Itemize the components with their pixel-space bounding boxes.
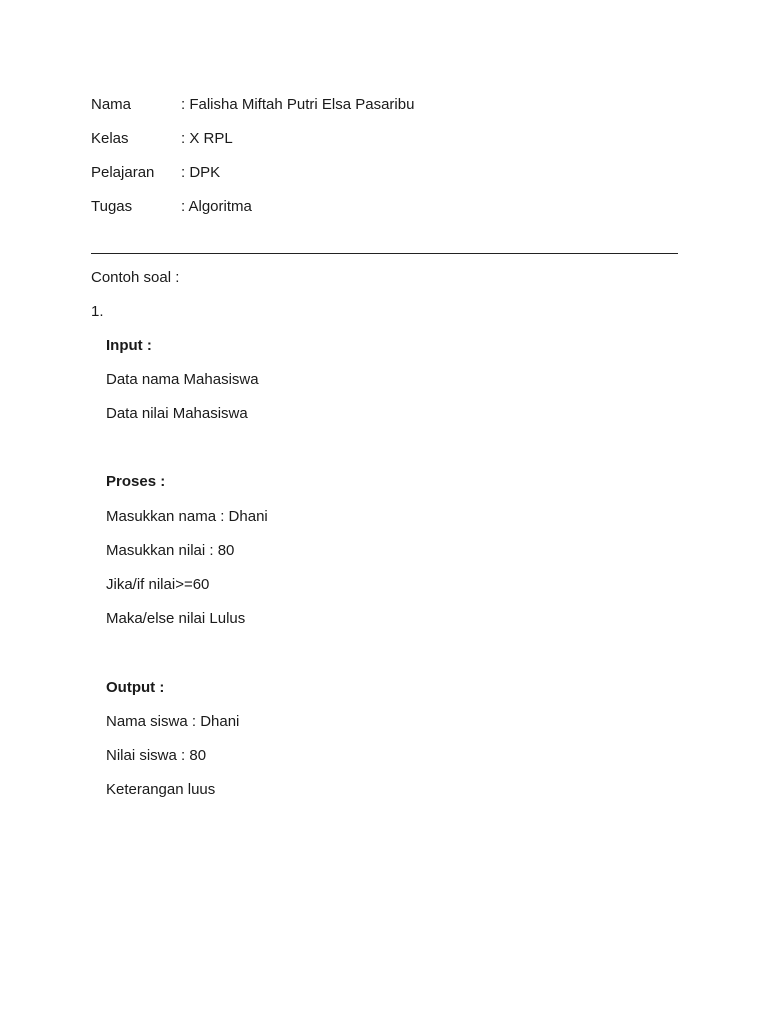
proses-line: Masukkan nama : Dhani	[106, 508, 268, 525]
header-label: Pelajaran	[91, 164, 155, 181]
header-label: Kelas	[91, 130, 129, 147]
output-line: Keterangan luus	[106, 781, 216, 798]
header-label: Nama	[91, 96, 132, 113]
output-line: Nama siswa : Dhani	[106, 713, 240, 730]
header-label: Tugas	[91, 198, 133, 215]
proses-line: Maka/else nilai Lulus	[106, 610, 246, 627]
proses-heading: Proses :	[106, 473, 166, 490]
input-heading: Input :	[106, 337, 152, 354]
question-number: 1.	[91, 303, 104, 320]
header-value: : Algoritma	[181, 198, 252, 215]
input-line: Data nilai Mahasiswa	[106, 405, 248, 422]
header-value: : Falisha Miftah Putri Elsa Pasaribu	[181, 96, 415, 113]
header-row-kelas	[91, 129, 233, 149]
output-line: Nilai siswa : 80	[106, 747, 207, 764]
header-row-nama	[91, 95, 414, 115]
output-heading: Output :	[106, 679, 165, 696]
horizontal-divider	[91, 253, 678, 254]
proses-line: Masukkan nilai : 80	[106, 542, 235, 559]
header-value: : X RPL	[181, 130, 233, 147]
proses-line: Jika/if nilai>=60	[106, 576, 210, 593]
header-row-pelajaran	[91, 163, 220, 183]
intro-text: Contoh soal :	[91, 269, 180, 286]
input-line: Data nama Mahasiswa	[106, 371, 259, 388]
header-value: : DPK	[181, 164, 221, 181]
header-row-tugas	[91, 197, 252, 217]
